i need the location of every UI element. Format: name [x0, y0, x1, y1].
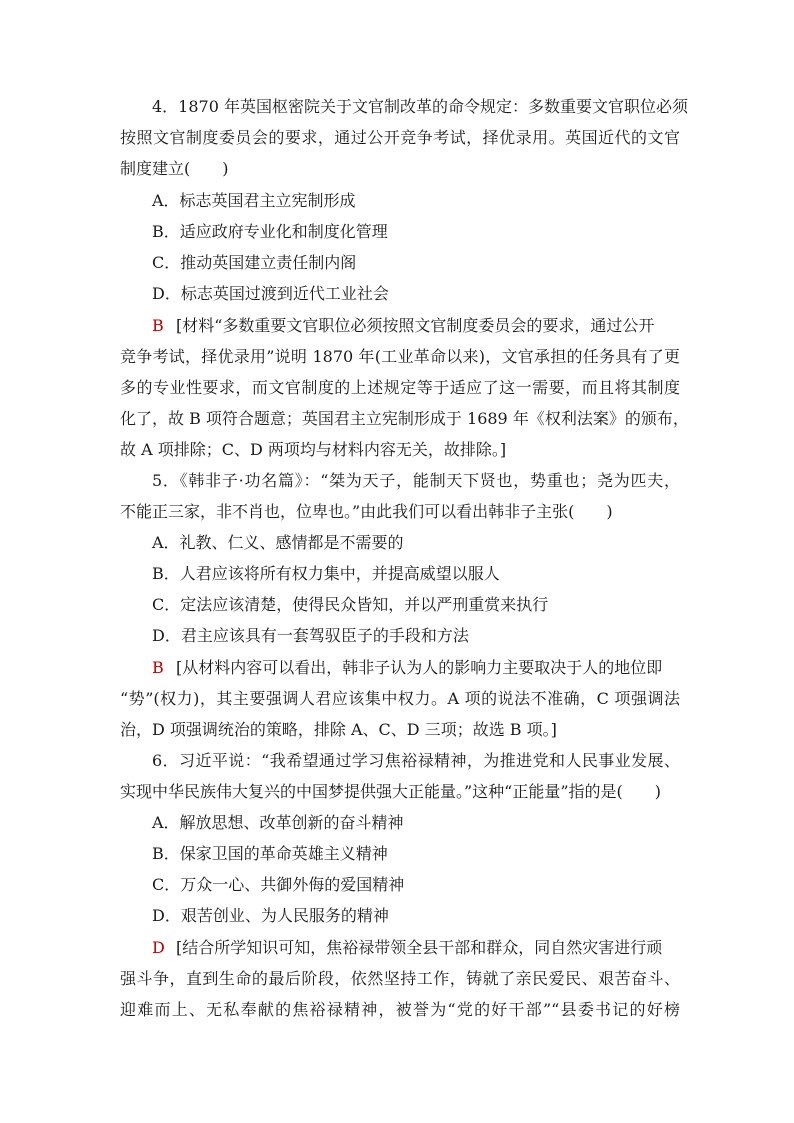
q6-explanation-line-1 [152, 937, 680, 959]
q6-stem-line-1: 6．习近平说：“我希望通过学习焦裕禄精神，为推进党和人民事业发展、 [152, 751, 680, 770]
q6-stem-line-2: 实现中华民族伟大复兴的中国梦提供强大正能量。”这种“正能量”指的是( ) [120, 782, 662, 801]
q6-explanation-line-2: 强斗争，直到生命的最后阶段，依然坚持工作，铸就了亲民爱民、艰苦奋斗、 [120, 969, 680, 988]
q4-option-a: A．标志英国君主立宪制形成 [152, 191, 356, 210]
q4-option-d: D．标志英国过渡到近代工业社会 [152, 284, 389, 303]
q5-answer-letter: B [152, 658, 164, 677]
q4-explanation-line-1 [152, 315, 680, 337]
q4-stem-line-1: 4．1870 年英国枢密院关于文官制改革的命令规定：多数重要文官职位必须 [152, 97, 688, 116]
q5-explanation-line-3: 治，D 项强调统治的策略，排除 A、C、D 三项；故选 B 项。] [120, 720, 557, 739]
q4-option-c: C．推动英国建立责任制内阁 [152, 253, 357, 272]
q5-stem-line-2: 不能正三家，非不肖也，位卑也。”由此我们可以看出韩非子主张( ) [120, 502, 613, 521]
q4-explanation-line-3: 多的专业性要求，而文官制度的上述规定等于适应了这一需要，而且将其制度 [120, 378, 680, 397]
q5-explanation-text-1: [从材料内容可以看出，韩非子认为人的影响力主要取决于人的地位即 [176, 658, 663, 677]
q4-explanation-text-1: [材料“多数重要文官职位必须按照文官制度委员会的要求，通过公开 [176, 316, 655, 335]
q4-answer-letter: B [152, 316, 164, 335]
q6-option-c: C．万众一心、共御外侮的爱国精神 [152, 875, 405, 894]
q4-explanation-line-4: 化了，故 B 项符合题意；英国君主立宪制形成于 1689 年《权利法案》的颁布， [120, 409, 689, 428]
q5-explanation-line-1 [152, 657, 680, 679]
q6-explanation-line-3: 迎难而上、无私奉献的焦裕禄精神，被誉为“党的好干部”“县委书记的好榜 [120, 1000, 680, 1019]
q5-option-b: B．人君应该将所有权力集中，并提高威望以服人 [152, 564, 500, 583]
q5-option-d: D．君主应该具有一套驾驭臣子的手段和方法 [152, 626, 469, 645]
q4-explanation-line-2: 竞争考试，择优录用”说明 1870 年(工业革命以来)，文官承担的任务具有了更 [120, 347, 680, 366]
q6-option-a: A．解放思想、改革创新的奋斗精神 [152, 813, 404, 832]
q4-stem-line-3: 制度建立( ) [120, 159, 229, 178]
q5-option-a: A．礼教、仁义、感情都是不需要的 [152, 533, 404, 552]
q4-option-b: B．适应政府专业化和制度化管理 [152, 222, 388, 241]
q5-explanation-line-2: “势”(权力)，其主要强调人君应该集中权力。A 项的说法不准确，C 项强调法 [120, 689, 680, 708]
q6-option-b: B．保家卫国的革命英雄主义精神 [152, 844, 388, 863]
q5-option-c: C．定法应该清楚，使得民众皆知，并以严刑重赏来执行 [152, 595, 549, 614]
q5-stem-line-1: 5．《韩非子·功名篇》：“桀为天子，能制天下贤也，势重也；尧为匹夫， [152, 471, 680, 490]
q6-option-d: D．艰苦创业、为人民服务的精神 [152, 906, 389, 925]
q4-stem-line-2: 按照文官制度委员会的要求，通过公开竞争考试，择优录用。英国近代的文官 [120, 128, 680, 147]
q6-explanation-text-1: [结合所学知识可知，焦裕禄带领全县干部和群众，同自然灾害进行顽 [176, 938, 663, 957]
q4-explanation-line-5: 故 A 项排除；C、D 两项均与材料内容无关，故排除。] [120, 440, 507, 459]
q6-answer-letter: D [152, 938, 165, 957]
